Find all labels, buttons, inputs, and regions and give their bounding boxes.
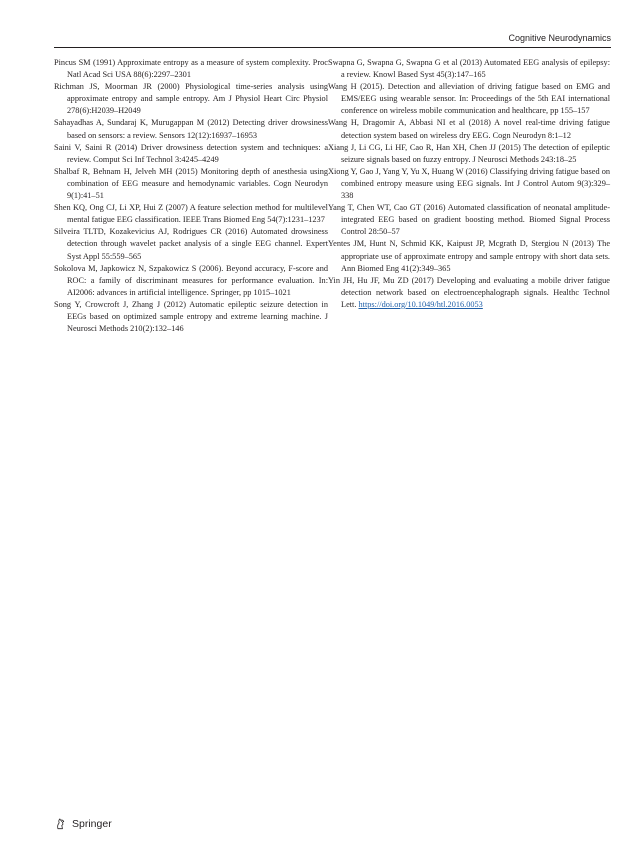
- references-right-column: [328, 57, 610, 311]
- reference-item: Shen KQ, Ong CJ, Li XP, Hui Z (2007) A feature selection method for multilevel mental fatigue EEG classification. IEEE Trans Biomed Eng 54(7):1231–1237: [54, 203, 328, 225]
- springer-horse-icon: [54, 817, 67, 830]
- reference-item: Xiong Y, Gao J, Yang Y, Yu X, Huang W (2016) Classifying driving fatigue based on combined entropy measure using EEG signals. Int J Control Autom 9(3):329–338: [328, 166, 610, 201]
- reference-item: Yentes JM, Hunt N, Schmid KK, Kaipust JP, Mcgrath D, Stergiou N (2013) The appropriate use of approximate entropy and sample entropy with short data sets. Ann Biomed Eng 41(2):349–365: [328, 239, 610, 273]
- reference-item: Sokolova M, Japkowicz N, Szpakowicz S (2006). Beyond accuracy, F-score and ROC: a family of discriminant measures for performance evaluation. In: AI2006: advances in artificial intelligence. Springer, pp 1015–1021: [54, 263, 328, 297]
- doi-link[interactable]: https://doi.org/10.1049/htl.2016.0053: [358, 299, 483, 309]
- publisher-footer: [54, 817, 112, 830]
- reference-item: Saini V, Saini R (2014) Driver drowsiness detection system and techniques: a review. Comput Sci Inf Technol 3:4245–4249: [54, 142, 328, 164]
- reference-item: Silveira TLTD, Kozakevicius AJ, Rodrigues CR (2016) Automated drowsiness detection through wavelet packet analysis of a single EEG channel. Expert Syst Appl 55:559–565: [54, 227, 328, 261]
- reference-item: Xiang J, Li CG, Li HF, Cao R, Han XH, Chen JJ (2015) The detection of epileptic seizure signals based on fuzzy entropy. J Neurosci Methods 243:18–25: [328, 142, 610, 164]
- reference-item: Swapna G, Swapna G, Swapna G et al (2013) Automated EEG analysis of epilepsy: a review. Knowl Based Syst 45(3):147–165: [328, 58, 610, 80]
- reference-item: Shalbaf R, Behnam H, Jelveh MH (2015) Monitoring depth of anesthesia using combination of EEG measure and hemodynamic variables. Cogn Neurodyn 9(1):41–51: [54, 166, 328, 201]
- reference-item: Pincus SM (1991) Approximate entropy as a measure of system complexity. Proc Natl Acad Sci USA 88(6):2297–2301: [54, 58, 328, 80]
- running-head-journal: Cognitive Neurodynamics: [508, 33, 611, 43]
- reference-item: Richman JS, Moorman JR (2000) Physiological time-series analysis using approximate entropy and sample entropy. Am J Physiol Heart Circ Physiol 278(6):H2039–H2049: [54, 82, 328, 116]
- reference-text: Yin JH, Hu JF, Mu ZD (2017) Developing and evaluating a mobile driver fatigue detection network based on electroencephalograph signals. Healthc Technol Lett.: [328, 275, 610, 309]
- reference-item-yin-2017: [328, 275, 610, 311]
- publisher-name: Springer: [72, 817, 112, 830]
- reference-item: Sahayadhas A, Sundaraj K, Murugappan M (2012) Detecting driver drowsiness based on sensors: a review. Sensors 12(12):16937–16953: [54, 118, 328, 140]
- reference-item: Wang H, Dragomir A, Abbasi NI et al (2018) A novel real-time driving fatigue detection system based on wireless dry EEG. Cogn Neurodyn 8:1–12: [328, 118, 610, 140]
- reference-item: Song Y, Crowcroft J, Zhang J (2012) Automatic epileptic seizure detection in EEGs based on optimized sample entropy and extreme learning machine. J Neurosci Methods 210(2):132–146: [54, 299, 328, 334]
- reference-item: Wang H (2015). Detection and alleviation of driving fatigue based on EMG and EMS/EEG using wearable sensor. In: Proceedings of the 5th EAI international conference on wireless mobile communication and healthcare, pp 155–157: [328, 82, 610, 116]
- header-rule: [54, 47, 611, 48]
- references-left-column: [54, 57, 328, 335]
- reference-item: Yang T, Chen WT, Cao GT (2016) Automated classification of neonatal amplitude-integrated EEG based on gradient boosting method. Biomed Signal Process Control 28:50–57: [328, 203, 610, 237]
